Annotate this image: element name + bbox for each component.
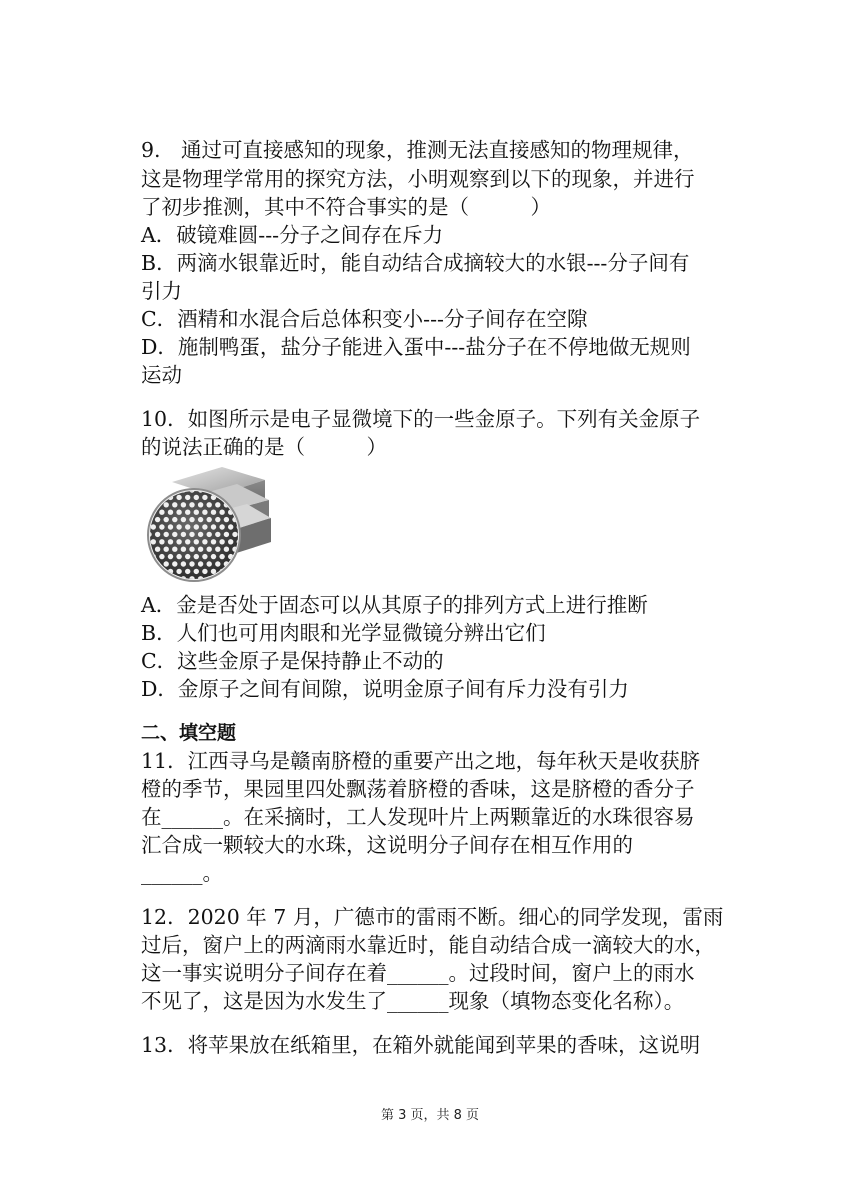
atom-dot (215, 502, 220, 507)
atom-dot (185, 510, 190, 515)
atom-dot (207, 547, 212, 552)
question-13-line: 13．将苹果放在纸箱里，在箱外就能闻到苹果的香味，这说明 (141, 1033, 701, 1057)
atom-dot (198, 502, 203, 507)
atom-dot (181, 547, 186, 552)
atom-dot (245, 569, 250, 574)
question-12-line: 过后，窗户上的两滴雨水靠近时，能自动结合成一滴较大的水， (141, 933, 715, 957)
atom-dot (181, 517, 186, 522)
atom-dot (194, 495, 199, 500)
atom-dot (194, 539, 199, 544)
question-10-line: 10．如图所示是电子显微境下的一些金原子。下列有关金原子 (141, 407, 701, 431)
atom-dot (224, 517, 229, 522)
atom-dot (164, 547, 169, 552)
atom-dot (232, 576, 237, 581)
atom-dot (189, 532, 194, 537)
atom-dot (181, 561, 186, 566)
atom-dot (224, 576, 229, 581)
atom-dot (211, 554, 216, 559)
question-9-option-c: C．酒精和水混合后总体积变小---分子间存在空隙 (141, 307, 588, 331)
atom-dot (211, 524, 216, 529)
atom-dot (155, 532, 160, 537)
atom-dot (164, 576, 169, 581)
atom-dot (198, 517, 203, 522)
atom-dot (172, 517, 177, 522)
atom-dot (211, 539, 216, 544)
question-9-option-d: D．施制鸭蛋，盐分子能进入蛋中---盐分子在不停地做无规则 (141, 335, 691, 359)
question-11-line: 汇合成一颗较大的水珠，这说明分子间存在相互作用的 (141, 833, 633, 857)
atom-dot (164, 517, 169, 522)
atom-dot (151, 524, 156, 529)
atom-dot (241, 561, 246, 566)
atom-dot (172, 502, 177, 507)
atom-dot (164, 487, 169, 492)
atom-dot (219, 539, 224, 544)
atom-dot (250, 561, 255, 566)
atom-dot (185, 524, 190, 529)
atom-dot (185, 554, 190, 559)
question-9-option-d-cont: 运动 (141, 363, 182, 387)
atom-dot (258, 547, 263, 552)
question-10-option-c: C．这些金原子是保持静止不动的 (141, 649, 444, 673)
atom-dot (194, 554, 199, 559)
atom-dot (147, 502, 152, 507)
atom-dot (185, 569, 190, 574)
question-12-line: 12．2020 年 7 月，广德市的雷雨不断。细心的同学发现，雷雨 (141, 905, 724, 929)
atom-dot (207, 532, 212, 537)
atom-dot (176, 510, 181, 515)
atom-dot (176, 569, 181, 574)
atom-dot (185, 539, 190, 544)
atom-dot (155, 576, 160, 581)
atom-dot (168, 554, 173, 559)
atom-dot (232, 561, 237, 566)
question-11-line: 橙的季节，果园里四处飘荡着脐橙的香味，这是脐橙的香分子 (141, 777, 695, 801)
atom-dot (228, 539, 233, 544)
atom-dot (194, 524, 199, 529)
atom-dot (202, 510, 207, 515)
atom-dot (176, 539, 181, 544)
atom-dot (194, 510, 199, 515)
question-9-option-b: B．两滴水银靠近时，能自动结合成摘较大的水银---分子间有 (141, 251, 690, 275)
atom-dot (211, 510, 216, 515)
atom-dot (224, 547, 229, 552)
question-10-option-b: B．人们也可用肉眼和光学显微镜分辨出它们 (141, 621, 546, 645)
atom-dot (189, 517, 194, 522)
atom-dot (151, 495, 156, 500)
atom-dot (258, 576, 263, 581)
atom-dot (254, 569, 259, 574)
atom-dot (155, 517, 160, 522)
atom-dot (159, 524, 164, 529)
atom-dot (207, 561, 212, 566)
atom-dot (185, 495, 190, 500)
atom-dot (172, 547, 177, 552)
question-9-option-a: A．破镜难圆---分子之间存在斥力 (141, 223, 444, 247)
atom-dot (189, 561, 194, 566)
question-11-line: 在______。在采摘时，工人发现叶片上两颗靠近的水珠很容易 (141, 805, 695, 829)
atom-dot (228, 524, 233, 529)
atom-dot (219, 554, 224, 559)
atom-dot (176, 495, 181, 500)
atom-dot (172, 532, 177, 537)
atom-dot (254, 554, 259, 559)
atom-dot (151, 539, 156, 544)
gold-atoms-microscope-image (147, 462, 272, 582)
atom-dot (202, 495, 207, 500)
page-footer: 第 3 页，共 8 页 (380, 1108, 480, 1123)
atom-dot (176, 524, 181, 529)
question-9-line: 这是物理学常用的探究方法，小明观察到以下的现象，并进行 (141, 167, 695, 191)
atom-dot (181, 502, 186, 507)
atom-dot (262, 569, 267, 574)
atom-dot (237, 569, 242, 574)
atom-dot (164, 561, 169, 566)
question-9-line: 了初步推测，其中不符合事实的是（ ） (141, 195, 551, 219)
atom-dot (176, 554, 181, 559)
atom-dot (172, 561, 177, 566)
atom-dot (215, 561, 220, 566)
atom-dot (219, 510, 224, 515)
atom-dot (198, 532, 203, 537)
atom-dot (215, 547, 220, 552)
question-11-line: ______。 (141, 861, 223, 885)
atom-dot (232, 532, 237, 537)
atom-dot (215, 576, 220, 581)
atom-dot (194, 569, 199, 574)
atom-dot (250, 576, 255, 581)
atom-dot (164, 532, 169, 537)
question-10-option-d: D．金原子之间有间隙，说明金原子间有斥力没有引力 (141, 677, 629, 701)
atom-dot (202, 524, 207, 529)
atom-dot (228, 569, 233, 574)
atom-dot (155, 487, 160, 492)
atom-dot (207, 502, 212, 507)
atom-dot (159, 554, 164, 559)
atom-dot (202, 569, 207, 574)
question-10-line: 的说法正确的是（ ） (141, 435, 387, 459)
atom-dot (168, 539, 173, 544)
question-12-line: 不见了，这是因为水发生了______现象（填物态变化名称）。 (141, 989, 685, 1013)
atom-dot (147, 561, 152, 566)
atom-dot (245, 554, 250, 559)
question-11-line: 11．江西寻乌是赣南脐橙的重要产出之地，每年秋天是收获脐 (141, 749, 701, 773)
atom-dot (258, 561, 263, 566)
atom-dot (211, 569, 216, 574)
atom-dot (262, 554, 267, 559)
atom-dot (159, 510, 164, 515)
atom-dot (147, 576, 152, 581)
atom-dot (168, 510, 173, 515)
atom-dot (202, 539, 207, 544)
atom-dot (224, 532, 229, 537)
atom-dot (237, 554, 242, 559)
atom-dot (202, 554, 207, 559)
question-9-line: 9. 通过可直接感知的现象，推测无法直接感知的物理规律， (141, 138, 694, 162)
question-12-line: 这一事实说明分子间存在着______。过段时间，窗户上的雨水 (141, 961, 695, 985)
atom-dot (168, 524, 173, 529)
section-heading: 二、填空题 (141, 722, 237, 744)
atom-dot (147, 487, 152, 492)
atom-dot (215, 532, 220, 537)
atom-dot (189, 502, 194, 507)
atom-dot (215, 517, 220, 522)
atom-dot (181, 532, 186, 537)
question-10-option-a: A．金是否处于固态可以从其原子的排列方式上进行推断 (141, 593, 648, 617)
atom-dot (189, 547, 194, 552)
atom-dot (151, 569, 156, 574)
atom-dot (198, 561, 203, 566)
atom-dot (207, 517, 212, 522)
question-9-option-b-cont: 引力 (141, 279, 182, 303)
atom-dot (198, 547, 203, 552)
atom-dot (164, 502, 169, 507)
atom-dot (155, 547, 160, 552)
atom-dot (219, 524, 224, 529)
atom-dot (241, 576, 246, 581)
atom-dot (159, 539, 164, 544)
